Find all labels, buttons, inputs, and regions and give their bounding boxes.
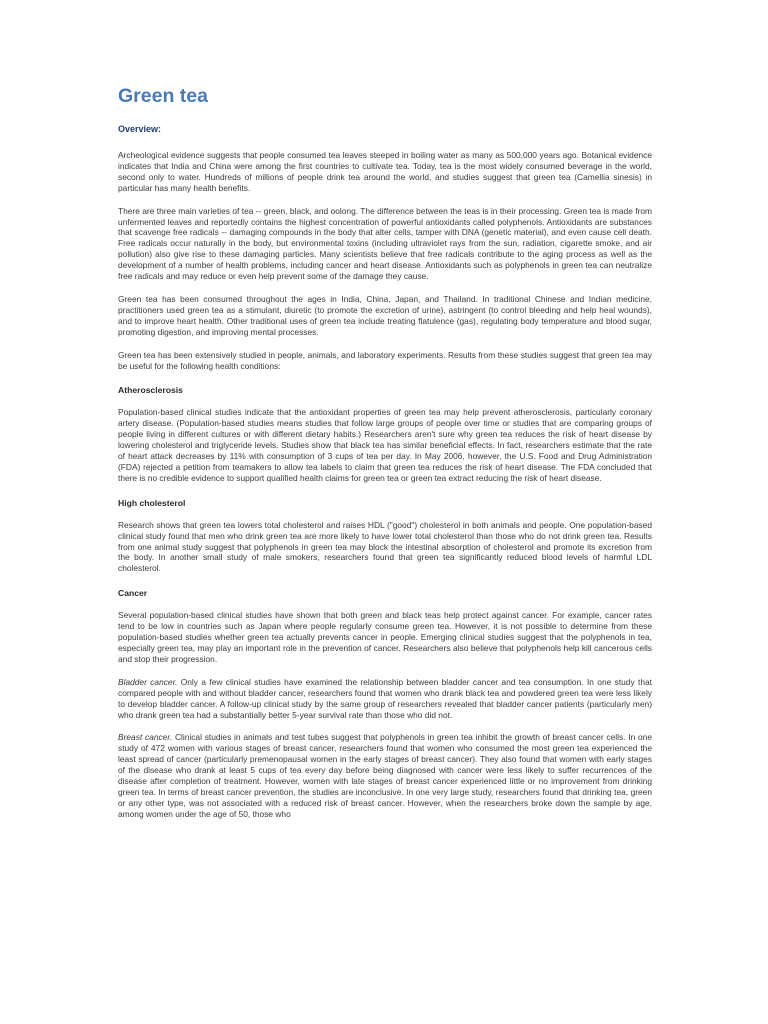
- paragraph-breast-cancer: [118, 732, 652, 819]
- document-page: [118, 84, 652, 820]
- paragraph-studies-intro: Green tea has been extensively studied in people, animals, and laboratory experiments. Results from these studies suggest that green tea may be useful for the following health conditions:: [118, 349, 652, 371]
- breast-cancer-lead: Breast cancer.: [118, 732, 173, 743]
- paragraph-traditional-uses: Green tea has been consumed throughout the ages in India, China, Japan, and Thailand. In traditional Chinese and Indian medicine, practitioners used green tea as a stimulant, diuretic (to promote the excretion of urine), astringent (to control bleeding and help heal wounds), and to improve heart health. Other traditional uses of green tea include treating flatulence (gas), regulating body temperature and blood sugar, promoting digestion, and improving mental processes.: [118, 293, 652, 337]
- paragraph-bladder-cancer: [118, 677, 652, 721]
- section-heading-high-cholesterol: High cholesterol: [118, 497, 186, 508]
- paragraph-varieties: There are three main varieties of tea -- green, black, and oolong. The difference between the teas is in their processing. Green tea is made from unfermented leaves and reportedly contains the highest concentration of powerful antioxidants called polyphenols. Antioxidants are substances that scavenge free radicals -- damaging compounds in the body that alter cells, tamper with DNA (genetic material), and even cause cell death. Free radicals occur naturally in the body, but environmental toxins (including ultraviolet rays from the sun, radiation, cigarette smoke, and air pollution) also give rise to these damaging particles. Many scientists believe that free radicals contribute to the aging process as well as the development of a number of health problems, including cancer and heart disease. Antioxidants such as polyphenols in green tea can neutralize free radicals and may reduce or even help prevent some of the damage they cause.: [118, 205, 652, 282]
- bladder-cancer-lead: Bladder cancer.: [118, 676, 178, 687]
- paragraph-history: Archeological evidence suggests that people consumed tea leaves steeped in boiling water as many as 500,000 years ago. Botanical evidence indicates that India and China were among the first countries to cultivate tea. Today, tea is the most widely consumed beverage in the world, second only to water. Hundreds of millions of people drink tea around the world, and studies suggest that green tea (Camellia sinesis) in particular has many health benefits.: [118, 150, 652, 193]
- bladder-cancer-text: Only a few clinical studies have examined the relationship between bladder cancer and tea consumption. In one study that compared people with and without bladder cancer, researchers found that women who drank black tea and powdered green tea were less likely to develop bladder cancer. A follow-up clinical study by the same group of researchers revealed that bladder cancer patients (particularly men) who drank green tea had a substantially better 5-year survival rate than those who did not.: [118, 676, 652, 720]
- page-title: Green tea: [118, 85, 208, 107]
- paragraph-cancer: Several population-based clinical studies have shown that both green and black teas help protect against cancer. For example, cancer rates tend to be low in countries such as Japan where people regularly consume green tea. However, it is not possible to determine from these population-based studies whether green tea actually prevents cancer in people. Emerging clinical studies suggest that the polyphenols in tea, especially green tea, may play an important role in the prevention of cancer. Researchers also believe that polyphenols help kill cancerous cells and stop their progression.: [118, 610, 652, 664]
- breast-cancer-text: Clinical studies in animals and test tubes suggest that polyphenols in green tea inhibit the growth of breast cancer cells. In one study of 472 women with various stages of breast cancer, researchers found that women who consumed the most green tea experienced the least spread of cancer (particularly premenopausal women in the early stages of breast cancer). They also found that women with early stages of the disease who drank at least 5 cups of tea every day before being diagnosed with cancer were less likely to suffer recurrences of the disease after completion of treatment. However, women with late stages of breast cancer experienced little or no improvement from drinking green tea. In terms of breast cancer prevention, the studies are inconclusive. In one very large study, researchers found that drinking tea, green or any other type, was not associated with a reduced risk of breast cancer. However, when the researchers broke down the sample by age, among women under the age of 50, those who: [118, 732, 652, 819]
- overview-heading: Overview:: [118, 124, 162, 134]
- section-heading-cancer: Cancer: [118, 588, 148, 599]
- section-heading-atherosclerosis: Atherosclerosis: [118, 385, 183, 396]
- paragraph-atherosclerosis: Population-based clinical studies indicate that the antioxidant properties of green tea may help prevent atherosclerosis, particularly coronary artery disease. (Population-based studies means studies that follow large groups of people over time or studies that are comparing groups of people living in different cultures or with different dietary habits.) Researchers aren't sure why green tea reduces the risk of heart disease by lowering cholesterol and triglyceride levels. Studies show that black tea has similar beneficial effects. In fact, researchers estimate that the rate of heart attack decreases by 11% with consumption of 3 cups of tea per day. In May 2006, however, the U.S. Food and Drug Administration (FDA) rejected a petition from teamakers to allow tea labels to claim that green tea reduces the risk of heart disease. The FDA concluded that there is no credible evidence to support qualified health claims for green tea or green tea extract reducing the risk of heart disease.: [118, 407, 652, 483]
- paragraph-high-cholesterol: Research shows that green tea lowers total cholesterol and raises HDL ("good") cholesterol in both animals and people. One population-based clinical study found that men who drink green tea are more likely to have lower total cholesterol than those who do not drink green tea. Results from one animal study suggest that polyphenols in green tea may block the intestinal absorption of cholesterol and promote its excretion from the body. In another small study of male smokers, researchers found that green tea significantly reduced blood levels of harmful LDL cholesterol.: [118, 519, 652, 574]
